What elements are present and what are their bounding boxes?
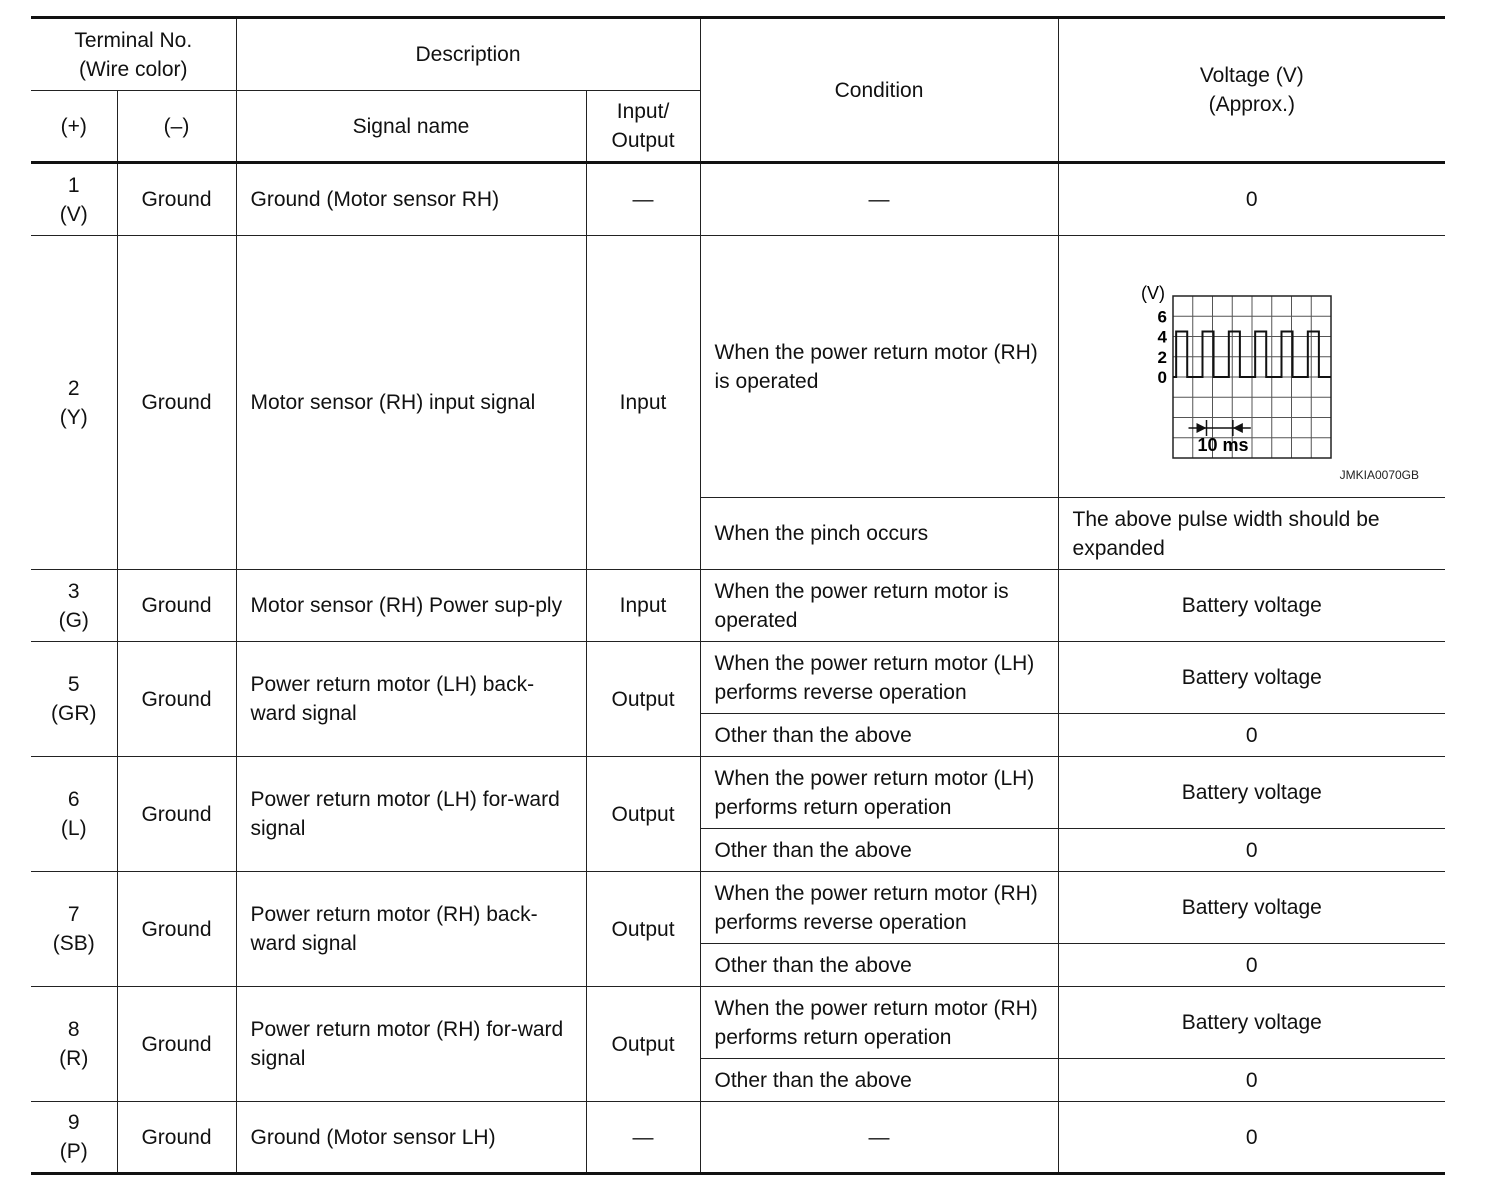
table-row [31, 236, 1445, 498]
header-description: Description [236, 18, 700, 91]
signal-name: Power return motor (RH) for-ward signal [236, 987, 586, 1102]
terminal-minus: Ground [117, 757, 236, 872]
signal-name: Motor sensor (RH) Power sup-ply [236, 570, 586, 642]
voltage: Battery voltage [1058, 570, 1445, 642]
table-row [31, 570, 1445, 642]
io-type: — [586, 163, 700, 236]
io-type: Output [586, 642, 700, 757]
io-type: Input [586, 570, 700, 642]
header-voltage: Voltage (V) (Approx.) [1058, 18, 1445, 163]
voltage: 0 [1058, 1059, 1445, 1102]
io-type: Output [586, 987, 700, 1102]
header-terminal-no: Terminal No. (Wire color) [31, 18, 236, 91]
signal-name: Ground (Motor sensor RH) [236, 163, 586, 236]
condition: — [700, 1102, 1058, 1174]
condition: Other than the above [700, 829, 1058, 872]
terminal-minus: Ground [117, 570, 236, 642]
header-plus: (+) [31, 91, 117, 163]
condition: — [700, 163, 1058, 236]
voltage: Battery voltage [1058, 642, 1445, 714]
header-minus: (–) [117, 91, 236, 163]
voltage: The above pulse width should be expanded [1058, 498, 1445, 570]
time-scale-label: 10 ms [1196, 434, 1249, 455]
voltage: 0 [1058, 829, 1445, 872]
terminal-minus: Ground [117, 236, 236, 570]
terminal-plus: 5 (GR) [31, 642, 117, 757]
terminal-plus: 1 (V) [31, 163, 117, 236]
terminal-minus: Ground [117, 872, 236, 987]
condition: When the power return motor is operated [700, 570, 1058, 642]
condition: Other than the above [700, 1059, 1058, 1102]
y-unit-label: (V) [1140, 282, 1165, 303]
io-type: Input [586, 236, 700, 570]
table-row [31, 872, 1445, 944]
voltage: Battery voltage [1058, 757, 1445, 829]
terminal-plus: 9 (P) [31, 1102, 117, 1174]
voltage-waveform-cell [1058, 236, 1445, 498]
condition: When the power return motor (RH) performs return operation [700, 987, 1058, 1059]
signal-name: Ground (Motor sensor LH) [236, 1102, 586, 1174]
condition: When the power return motor (LH) performs reverse operation [700, 642, 1058, 714]
table-row [31, 642, 1445, 714]
time-marker-arrow [1232, 423, 1242, 433]
terminal-plus: 6 (L) [31, 757, 117, 872]
voltage: 0 [1058, 1102, 1445, 1174]
condition: Other than the above [700, 944, 1058, 987]
terminal-plus: 8 (R) [31, 987, 117, 1102]
voltage: Battery voltage [1058, 987, 1445, 1059]
y-tick-label: 6 [1157, 306, 1167, 326]
condition: When the power return motor (LH) performs return operation [700, 757, 1058, 829]
condition: When the pinch occurs [700, 498, 1058, 570]
terminal-spec-table [31, 16, 1445, 1175]
io-type: Output [586, 872, 700, 987]
condition: When the power return motor (RH) is operated [700, 236, 1058, 498]
io-type: — [586, 1102, 700, 1174]
table-row [31, 757, 1445, 829]
terminal-plus: 3 (G) [31, 570, 117, 642]
io-type: Output [586, 757, 700, 872]
signal-name: Power return motor (RH) back-ward signal [236, 872, 586, 987]
voltage: 0 [1058, 944, 1445, 987]
header-input-output: Input/ Output [586, 91, 700, 163]
condition: When the power return motor (RH) performs reverse operation [700, 872, 1058, 944]
time-marker-arrow [1196, 423, 1206, 433]
terminal-minus: Ground [117, 163, 236, 236]
pulse-waveform-chart [1059, 238, 1446, 496]
table-row [31, 1102, 1445, 1174]
condition: Other than the above [700, 714, 1058, 757]
y-tick-label: 4 [1157, 327, 1167, 346]
table-row [31, 987, 1445, 1059]
terminal-minus: Ground [117, 642, 236, 757]
signal-name: Power return motor (LH) back-ward signal [236, 642, 586, 757]
terminal-plus: 7 (SB) [31, 872, 117, 987]
header-signal-name: Signal name [236, 91, 586, 163]
voltage: Battery voltage [1058, 872, 1445, 944]
voltage: 0 [1058, 714, 1445, 757]
table-row [31, 163, 1445, 236]
terminal-minus: Ground [117, 1102, 236, 1174]
signal-name: Power return motor (LH) for-ward signal [236, 757, 586, 872]
terminal-minus: Ground [117, 987, 236, 1102]
signal-name: Motor sensor (RH) input signal [236, 236, 586, 570]
y-tick-label: 0 [1157, 367, 1167, 387]
figure-code: JMKIA0070GB [1339, 467, 1420, 482]
voltage: 0 [1058, 163, 1445, 236]
header-condition: Condition [700, 18, 1058, 163]
y-tick-label: 2 [1157, 347, 1167, 367]
terminal-plus: 2 (Y) [31, 236, 117, 570]
